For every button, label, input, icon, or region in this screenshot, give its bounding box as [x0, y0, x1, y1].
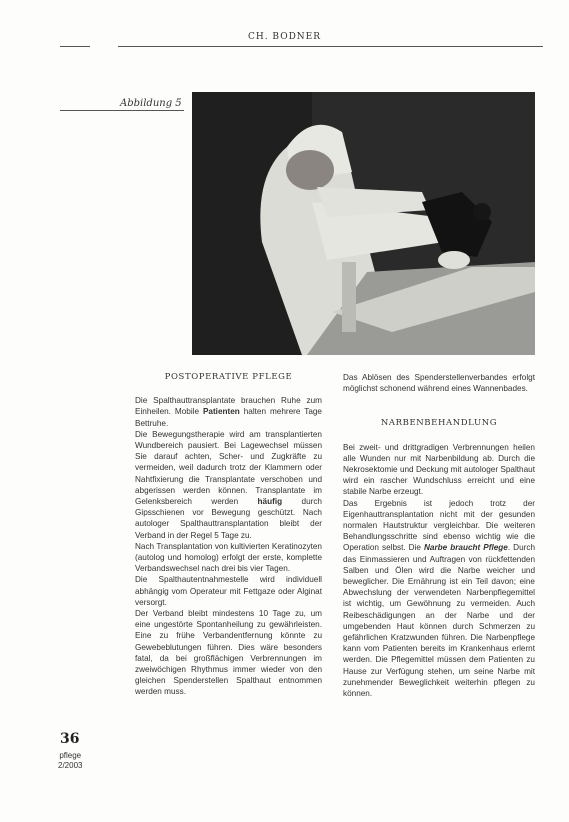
paragraph	[135, 395, 322, 429]
paragraph	[343, 372, 535, 394]
text-run: Narbe braucht Pflege	[424, 543, 508, 553]
paragraph	[343, 442, 535, 498]
text-run: Der Verband bleibt mindestens 10 Tage zu, um eine ungestörte Spontanheilung zu gewährleisten. Eine zu frühe Verbandentfernung könnte zu Gewebeblutungen führen. Dies wäre besonders fatal, da bei großflächigen Verbrennungen im zweiwöchigen Rhythmus immer wieder von den gleichen Spenderstellen Spalthaut entnommen werden muss.	[135, 609, 322, 697]
page-number: 36	[60, 731, 80, 747]
text-run: Die Spalthauttransplantate brauchen Ruhe zum Einheilen. Mobile	[135, 396, 322, 417]
journal-issue-number: 2/2003	[58, 761, 83, 770]
header-rule-left	[60, 46, 90, 47]
text-run: durch Gipsschienen vor Bewegung geschützt. Nach autologer Spalthauttransplantation bleibt der Verband in der Regel 5 Tage zu.	[135, 497, 322, 540]
text-run: Patienten	[202, 407, 240, 417]
header-rule-right	[118, 46, 543, 47]
journal-issue	[58, 751, 82, 771]
paragraph	[343, 498, 535, 700]
section-heading-narbenbehandlung: NARBENBEHANDLUNG	[380, 418, 498, 429]
left-column	[135, 372, 322, 698]
figure-photo	[192, 92, 535, 355]
text-run: häufig	[257, 497, 283, 507]
paragraph	[135, 541, 322, 575]
paragraph	[135, 429, 322, 541]
paragraph	[135, 574, 322, 608]
figure-label: Abbildung 5	[120, 98, 182, 109]
section-heading-postoperative-pflege: POSTOPERATIVE PFLEGE	[164, 372, 293, 382]
right-column	[343, 372, 535, 699]
running-header-author: CH. BODNER	[247, 32, 322, 42]
text-run: Die Spalthautentnahmestelle wird individuell abhängig vom Operateur mit Fettgaze oder Alginat versorgt.	[135, 575, 322, 607]
text-run: Das Ergebnis ist jedoch trotz der Eigenhauttransplantation nicht mit der gesunden normalen Hautstruktur vergleichbar. Die weiteren Behandlungsschritte sind ebenso wichtig wie die Operation selbst. Die	[343, 498, 535, 553]
right-column-body	[343, 442, 535, 700]
photo-patient-with-therapist	[192, 92, 535, 355]
text-run: . Durch das Einmassieren und Auftragen von rückfettenden Salben und Ölen wird die Narbe weicher und beweglicher. Die Ernährung ist ein Teil davon; eine Abwechslung der verwendeten Narbenpflegemittel ist wichtig, um Gewöhnung zu vermeiden. Auch Reibeschädigungen an der Narbe und der umgebenden Haut können durch Schmerzen zu gefährlichen Kratzwunden führen. Die Narbenpflege kann vom Patienten bereits im Krankenhaus erlernt werden. Die Pflegemittel müssen dem Patienten zu Hause zur Verfügung stehen, um seine Narbe mit zunehmender Beweglichkeit weiterhin pflegen zu können.	[343, 543, 536, 699]
text-run: Bei zweit- und drittgradigen Verbrennungen heilen alle Wunden nur mit Narbenbildung ab. Durch die Nekrosektomie und Deckung mit autologer Spalthaut wird ein rascher Wundschluss erreicht und eine stabile Narbe erzeugt.	[343, 442, 535, 497]
journal-name: pflege	[59, 751, 82, 760]
left-column-body	[135, 395, 322, 697]
right-column-intro	[343, 372, 535, 394]
figure-label-rule	[60, 110, 184, 111]
text-run: Die Bewegungstherapie wird am transplantierten Wundbereich pausiert. Bei Lagewechsel müssen Sie darauf achten, Scher- und Zugkräfte zu vermeiden, weil dadurch trotz der Klammern oder Nahtfixierung die Transplantate verschoben und abgerissen werden können. Transplantate im Gelenksbereich werden	[135, 429, 322, 507]
text-run: Das Ablösen des Spenderstellenverbandes erfolgt möglichst schonend während eines Wannenbades.	[343, 373, 535, 394]
text-run: Nach Transplantation von kultivierten Keratinozyten (autolog und homolog) erfolgt der erste, komplette Verbandswechsel nach drei bis vier Tagen.	[135, 541, 322, 574]
paragraph	[135, 608, 322, 698]
text-run: halten mehrere Tage Bettruhe.	[135, 407, 322, 428]
